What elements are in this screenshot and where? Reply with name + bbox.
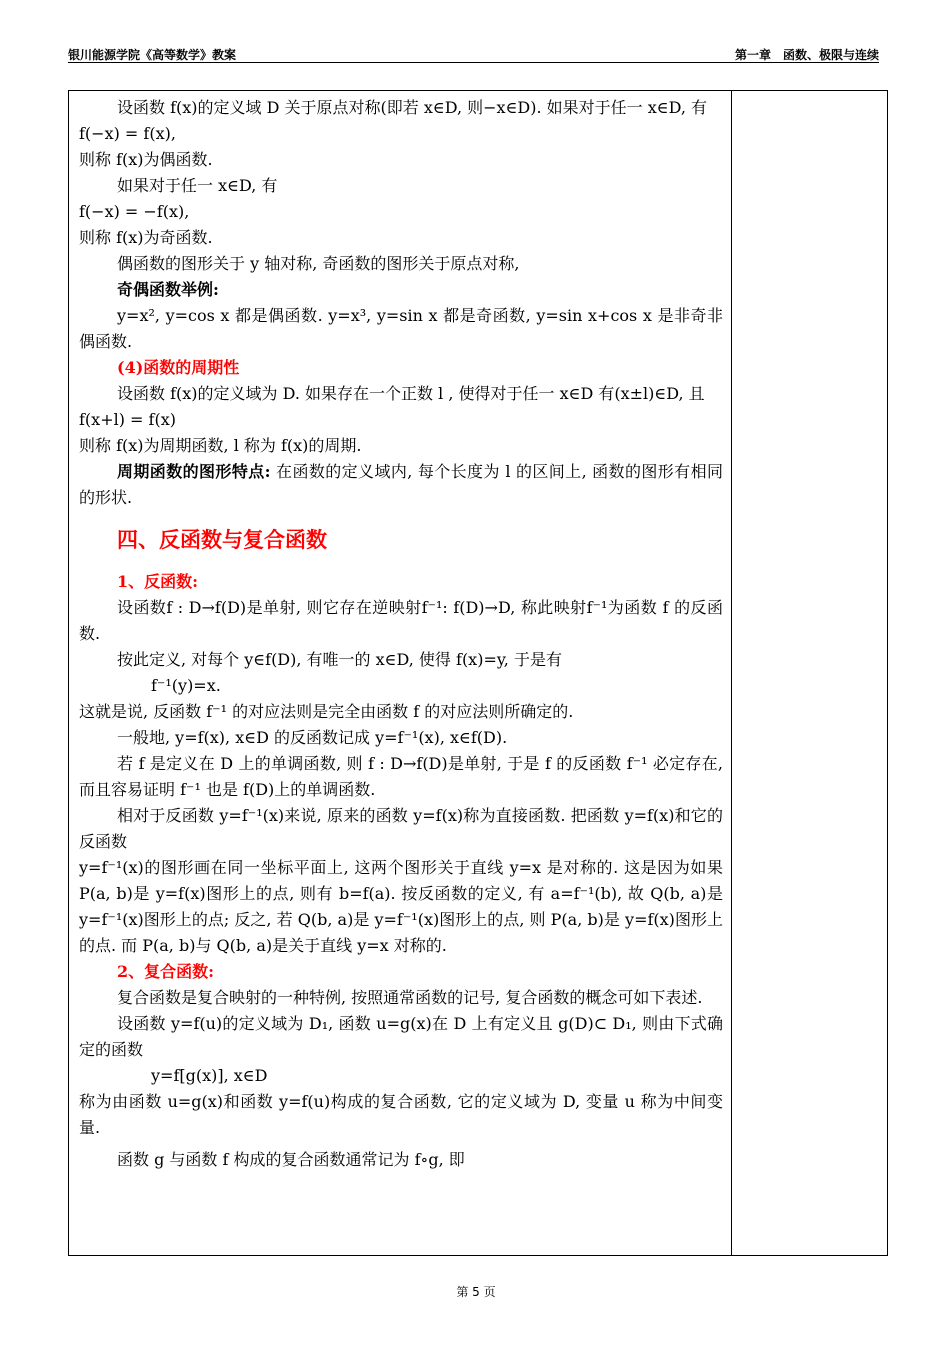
paragraph-symmetric-graphs: y=f⁻¹(x)的图形画在同一坐标平面上, 这两个图形关于直线 y=x 是对称的. 这是因为如果 P(a, b)是 y=f(x)图形上的点, 则有 b=f(a). 按反函数的定义, 有 a=f⁻¹(b), 故 Q(b, a)是 y=f⁻¹(x)图形上的点; 反之, 若 Q(b, a)是 y=f⁻¹(x)图形上的点, 则 P(a, b)是 y=f(x)图形上的点. 而 P(a, b)与 Q(b, a)是关于直线 y=x 对称的. (79, 858, 723, 955)
paragraph-inverse-definition: 设函数f : D→f(D)是单射, 则它存在逆映射f⁻¹: f(D)→D, 称此映射f⁻¹为函数 f 的反函数. (79, 598, 723, 643)
paragraph-symmetry: 偶函数的图形关于 y 轴对称, 奇函数的图形关于原点对称, (117, 254, 520, 273)
paragraph-inverse-rule: 这就是说, 反函数 f⁻¹ 的对应法则是完全由函数 f 的对应法则所确定的. (79, 702, 574, 721)
subheading-composite-function: 2、复合函数: (117, 962, 215, 981)
paragraph-composite-conclusion: 称为由函数 u=g(x)和函数 y=f(u)构成的复合函数, 它的定义域为 D, 变量 u 称为中间变量. (79, 1092, 723, 1137)
formula-odd: f(−x) = −f(x), (79, 202, 190, 221)
paragraph-examples: y=x², y=cos x 都是偶函数. y=x³, y=sin x 都是奇函数, y=sin x+cos x 是非奇非偶函数. (79, 306, 723, 351)
page-header (68, 42, 879, 62)
heading-examples: 奇偶函数举例: (117, 280, 219, 299)
paragraph-odd-conclusion: 则称 f(x)为奇函数. (79, 228, 213, 247)
subheading-inverse-function: 1、反函数: (117, 572, 199, 591)
formula-even: f(−x) = f(x), (79, 124, 176, 143)
paragraph-composite-definition: 设函数 y=f(u)的定义域为 D₁, 函数 u=g(x)在 D 上有定义且 g(D)⊂ D₁, 则由下式确定的函数 (79, 1014, 723, 1059)
paragraph-odd-condition: 如果对于任一 x∈D, 有 (117, 176, 278, 195)
lesson-table (68, 90, 888, 1256)
periodic-feature-text: 在函数的定义域内, 每个长度为 l 的区间上, 函数的图形有相同的形状. (79, 462, 723, 507)
paragraph-periodic-definition: 设函数 f(x)的定义域为 D. 如果存在一个正数 l , 使得对于任一 x∈D 有(x±l)∈D, 且 (117, 384, 705, 403)
paragraph-composite-notation: 函数 g 与函数 f 构成的复合函数通常记为 f∘g, 即 (117, 1150, 465, 1169)
paragraph-periodic-feature (79, 459, 723, 511)
paragraph-inverse-unique: 按此定义, 对每个 y∈f(D), 有唯一的 x∈D, 使得 f(x)=y, 于是有 (117, 650, 562, 669)
paragraph-monotone-inverse: 若 f 是定义在 D 上的单调函数, 则 f : D→f(D)是单射, 于是 f 的反函数 f⁻¹ 必定存在, 而且容易证明 f⁻¹ 也是 f(D)上的单调函数. (79, 754, 723, 799)
header-course-title: 银川能源学院《高等数学》教案 (68, 48, 237, 62)
formula-composite: y=f[g(x)], x∈D (151, 1066, 268, 1085)
paragraph-even-conclusion: 则称 f(x)为偶函数. (79, 150, 213, 169)
paragraph-inverse-notation: 一般地, y=f(x), x∈D 的反函数记成 y=f⁻¹(x), x∈f(D). (117, 728, 508, 747)
periodic-feature-label: 周期函数的图形特点: (117, 462, 271, 481)
lesson-content (79, 95, 723, 1173)
heading-periodicity: (4)函数的周期性 (117, 358, 240, 377)
header-rule (68, 62, 879, 63)
paragraph-direct-function: 相对于反函数 y=f⁻¹(x)来说, 原来的函数 y=f(x)称为直接函数. 把函数 y=f(x)和它的反函数 (79, 806, 723, 851)
formula-inverse: f⁻¹(y)=x. (151, 676, 221, 695)
section-heading-inverse-composite: 四、反函数与复合函数 (117, 527, 327, 552)
paragraph-even-definition: 设函数 f(x)的定义域 D 关于原点对称(即若 x∈D, 则−x∈D). 如果对于任一 x∈D, 有 (117, 98, 708, 117)
header-chapter-title: 第一章 函数、极限与连续 (734, 48, 879, 62)
formula-periodic: f(x+l) = f(x) (79, 410, 176, 429)
paragraph-composite-intro: 复合函数是复合映射的一种特例, 按照通常函数的记号, 复合函数的概念可如下表述. (117, 988, 703, 1007)
column-divider (731, 91, 732, 1255)
paragraph-periodic-conclusion: 则称 f(x)为周期函数, l 称为 f(x)的周期. (79, 436, 362, 455)
page-number: 第 5 页 (456, 1285, 496, 1299)
